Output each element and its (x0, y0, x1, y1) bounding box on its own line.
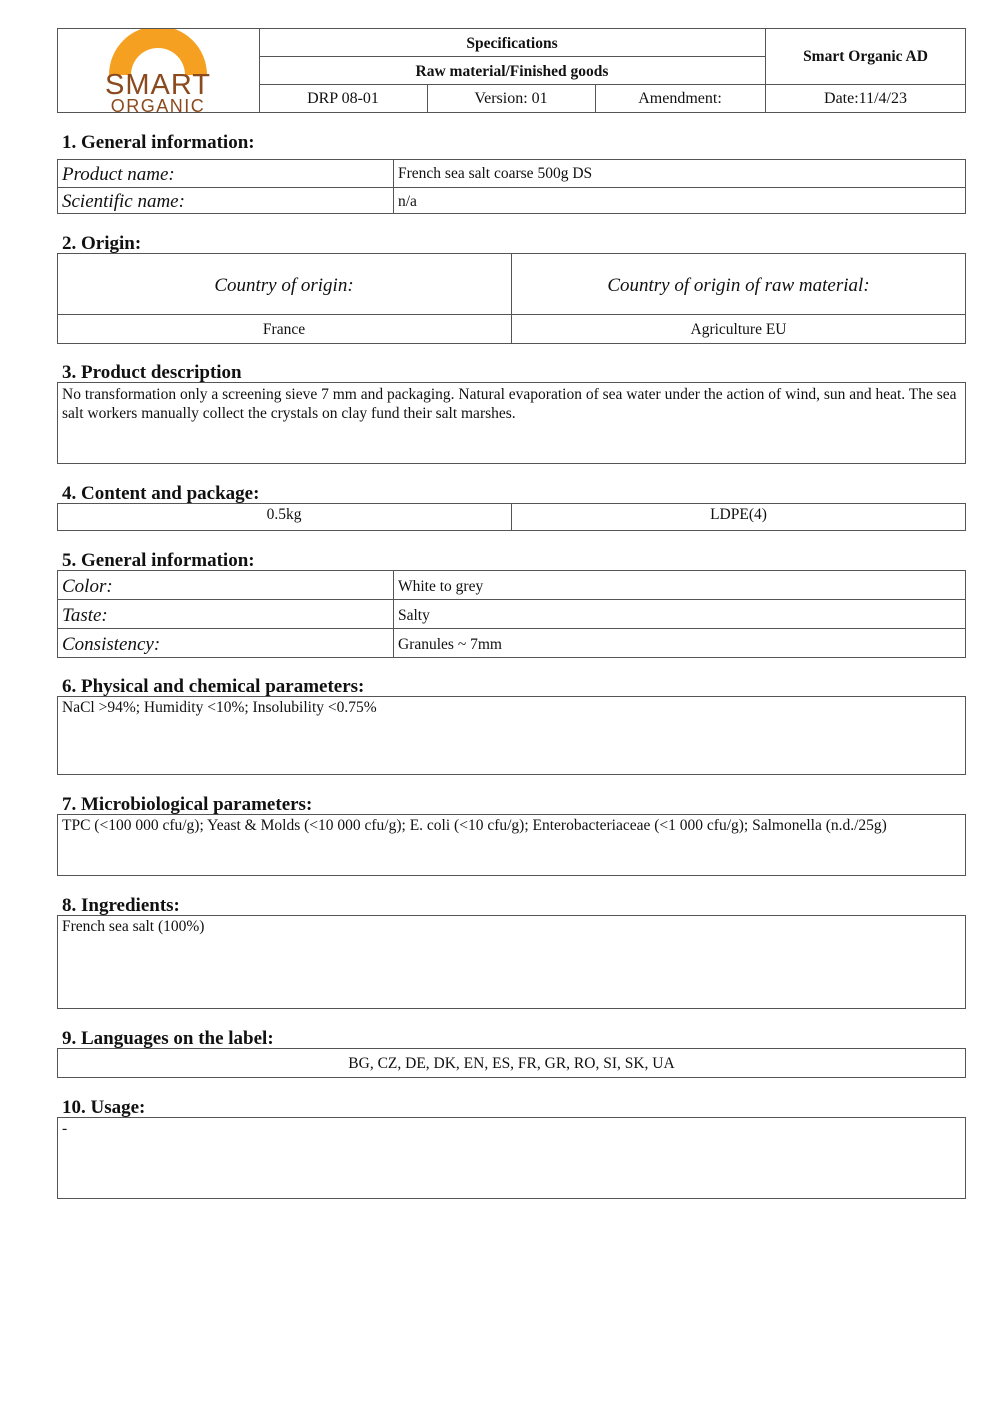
section-heading-micro: 7. Microbiological parameters: (62, 794, 313, 815)
section-heading-ingredients: 8. Ingredients: (62, 895, 180, 916)
doc-subtitle: Raw material/Finished goods (415, 63, 609, 80)
raw-material-origin-label: Country of origin of raw material: (607, 275, 870, 296)
country-of-origin-label: Country of origin: (214, 275, 354, 296)
table-row-divider (57, 628, 966, 629)
doc-title: Specifications (466, 35, 558, 52)
company-name: Smart Organic AD (803, 48, 928, 65)
table-col-divider (393, 570, 394, 658)
product-name-value: French sea salt coarse 500g DS (398, 165, 593, 182)
table-row-divider (57, 599, 966, 600)
consistency-value: Granules ~ 7mm (398, 636, 502, 653)
section-heading-languages: 9. Languages on the label: (62, 1028, 274, 1049)
taste-value: Salty (398, 607, 430, 624)
logo-wordmark-bottom: ORGANIC (110, 96, 206, 112)
consistency-label: Consistency: (62, 634, 161, 655)
section-heading-content: 4. Content and package: (62, 483, 260, 504)
usage-text: - (62, 1120, 68, 1137)
product-name-label: Product name: (62, 164, 175, 185)
ingredients-text: French sea salt (100%) (62, 918, 205, 935)
languages-text: BG, CZ, DE, DK, EN, ES, FR, GR, RO, SI, SK, UA (348, 1055, 675, 1072)
country-of-origin-value: France (262, 321, 306, 338)
section-heading-organoleptic: 5. General information: (62, 550, 255, 571)
company-logo (58, 29, 258, 112)
table-row-divider (57, 187, 966, 188)
usage-box (57, 1117, 966, 1199)
doc-date: Date:11/4/23 (824, 90, 907, 107)
section-heading-general: 1. General information: (62, 132, 255, 153)
section-heading-usage: 10. Usage: (62, 1097, 146, 1118)
color-label: Color: (62, 576, 113, 597)
header-divider (259, 56, 765, 57)
logo-wordmark-top: SMART (105, 69, 211, 101)
raw-material-origin-value: Agriculture EU (690, 321, 787, 338)
organoleptic-table (57, 570, 966, 658)
physchem-text: NaCl >94%; Humidity <10%; Insolubility <0.75% (62, 699, 377, 716)
package-material-value: LDPE(4) (710, 506, 767, 523)
doc-version: Version: 01 (474, 90, 548, 107)
micro-text: TPC (<100 000 cfu/g); Yeast & Molds (<10 000 cfu/g); E. coli (<10 cfu/g); Enterobacteriaceae (<1 000 cfu/g); Salmonella (n.d./25g) (62, 818, 887, 834)
doc-amendment: Amendment: (638, 90, 722, 107)
scientific-name-value: n/a (398, 193, 417, 210)
description-text: No transformation only a screening sieve 7 mm and packaging. Natural evaporation of sea water under the action of wind, sun and heat. The sea salt workers manually collect the crystals on clay fund their salt marshes. (62, 386, 957, 422)
table-col-divider (393, 159, 394, 214)
doc-code: DRP 08-01 (307, 90, 379, 107)
section-heading-description: 3. Product description (62, 362, 242, 383)
net-content-value: 0.5kg (266, 506, 302, 523)
taste-label: Taste: (62, 605, 108, 626)
color-value: White to grey (398, 578, 484, 595)
header-divider (259, 84, 966, 85)
section-heading-origin: 2. Origin: (62, 233, 142, 254)
scientific-name-label: Scientific name: (62, 191, 185, 212)
section-heading-physchem: 6. Physical and chemical parameters: (62, 676, 365, 697)
